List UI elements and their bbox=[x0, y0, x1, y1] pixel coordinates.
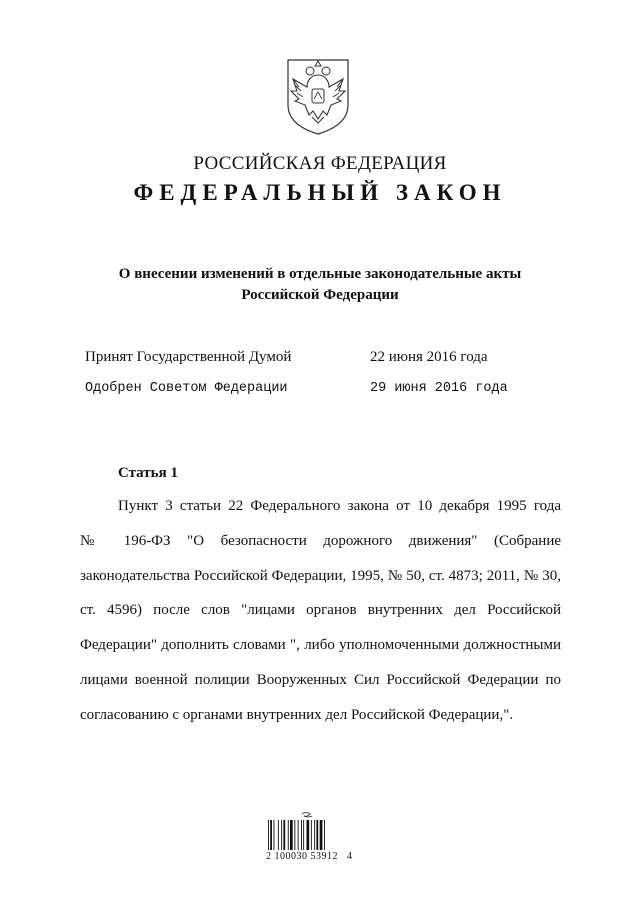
article-text-line: Пункт 3 статьи 22 Федерального закона от 10 декабря 1995 года bbox=[118, 498, 561, 514]
approval-council-date: 29 июня 2016 года bbox=[370, 381, 508, 396]
article-heading: Статья 1 bbox=[118, 465, 178, 481]
country-name: РОССИЙСКАЯ ФЕДЕРАЦИЯ bbox=[193, 153, 447, 174]
document-type: ФЕДЕРАЛЬНЫЙ ЗАКОН bbox=[133, 180, 507, 205]
law-title-line: Российской Федерации bbox=[241, 287, 399, 303]
adoption-duma-date: 22 июня 2016 года bbox=[370, 349, 488, 365]
barcode-number: 2 100030 53912 4 bbox=[266, 851, 353, 862]
article-text-line: лицами военной полиции Вооруженных Сил Российской Федерации по bbox=[80, 672, 561, 688]
barcode-icon bbox=[266, 812, 352, 852]
law-title bbox=[60, 264, 580, 306]
article-text-line: законодательства Российской Федерации, 1995, № 50, ст. 4873; 2011, № 30, bbox=[80, 568, 561, 584]
adoption-duma-label: Принят Государственной Думой bbox=[85, 349, 292, 365]
law-title-line: О внесении изменений в отдельные законодательные акты bbox=[118, 266, 522, 282]
approval-council-label: Одобрен Советом Федерации bbox=[85, 381, 288, 396]
article-text-line: согласованию с органами внутренних дел Российской Федерации,". bbox=[80, 707, 514, 723]
article-text-line: № 196-ФЗ "О безопасности дорожного движения" (Собрание bbox=[80, 533, 561, 549]
coat-of-arms-icon bbox=[283, 57, 353, 137]
article-text-line: ст. 4596) после слов "лицами органов внутренних дел Российской bbox=[80, 602, 561, 618]
article-text-line: Федерации" дополнить словами ", либо уполномоченными должностными bbox=[80, 637, 561, 653]
